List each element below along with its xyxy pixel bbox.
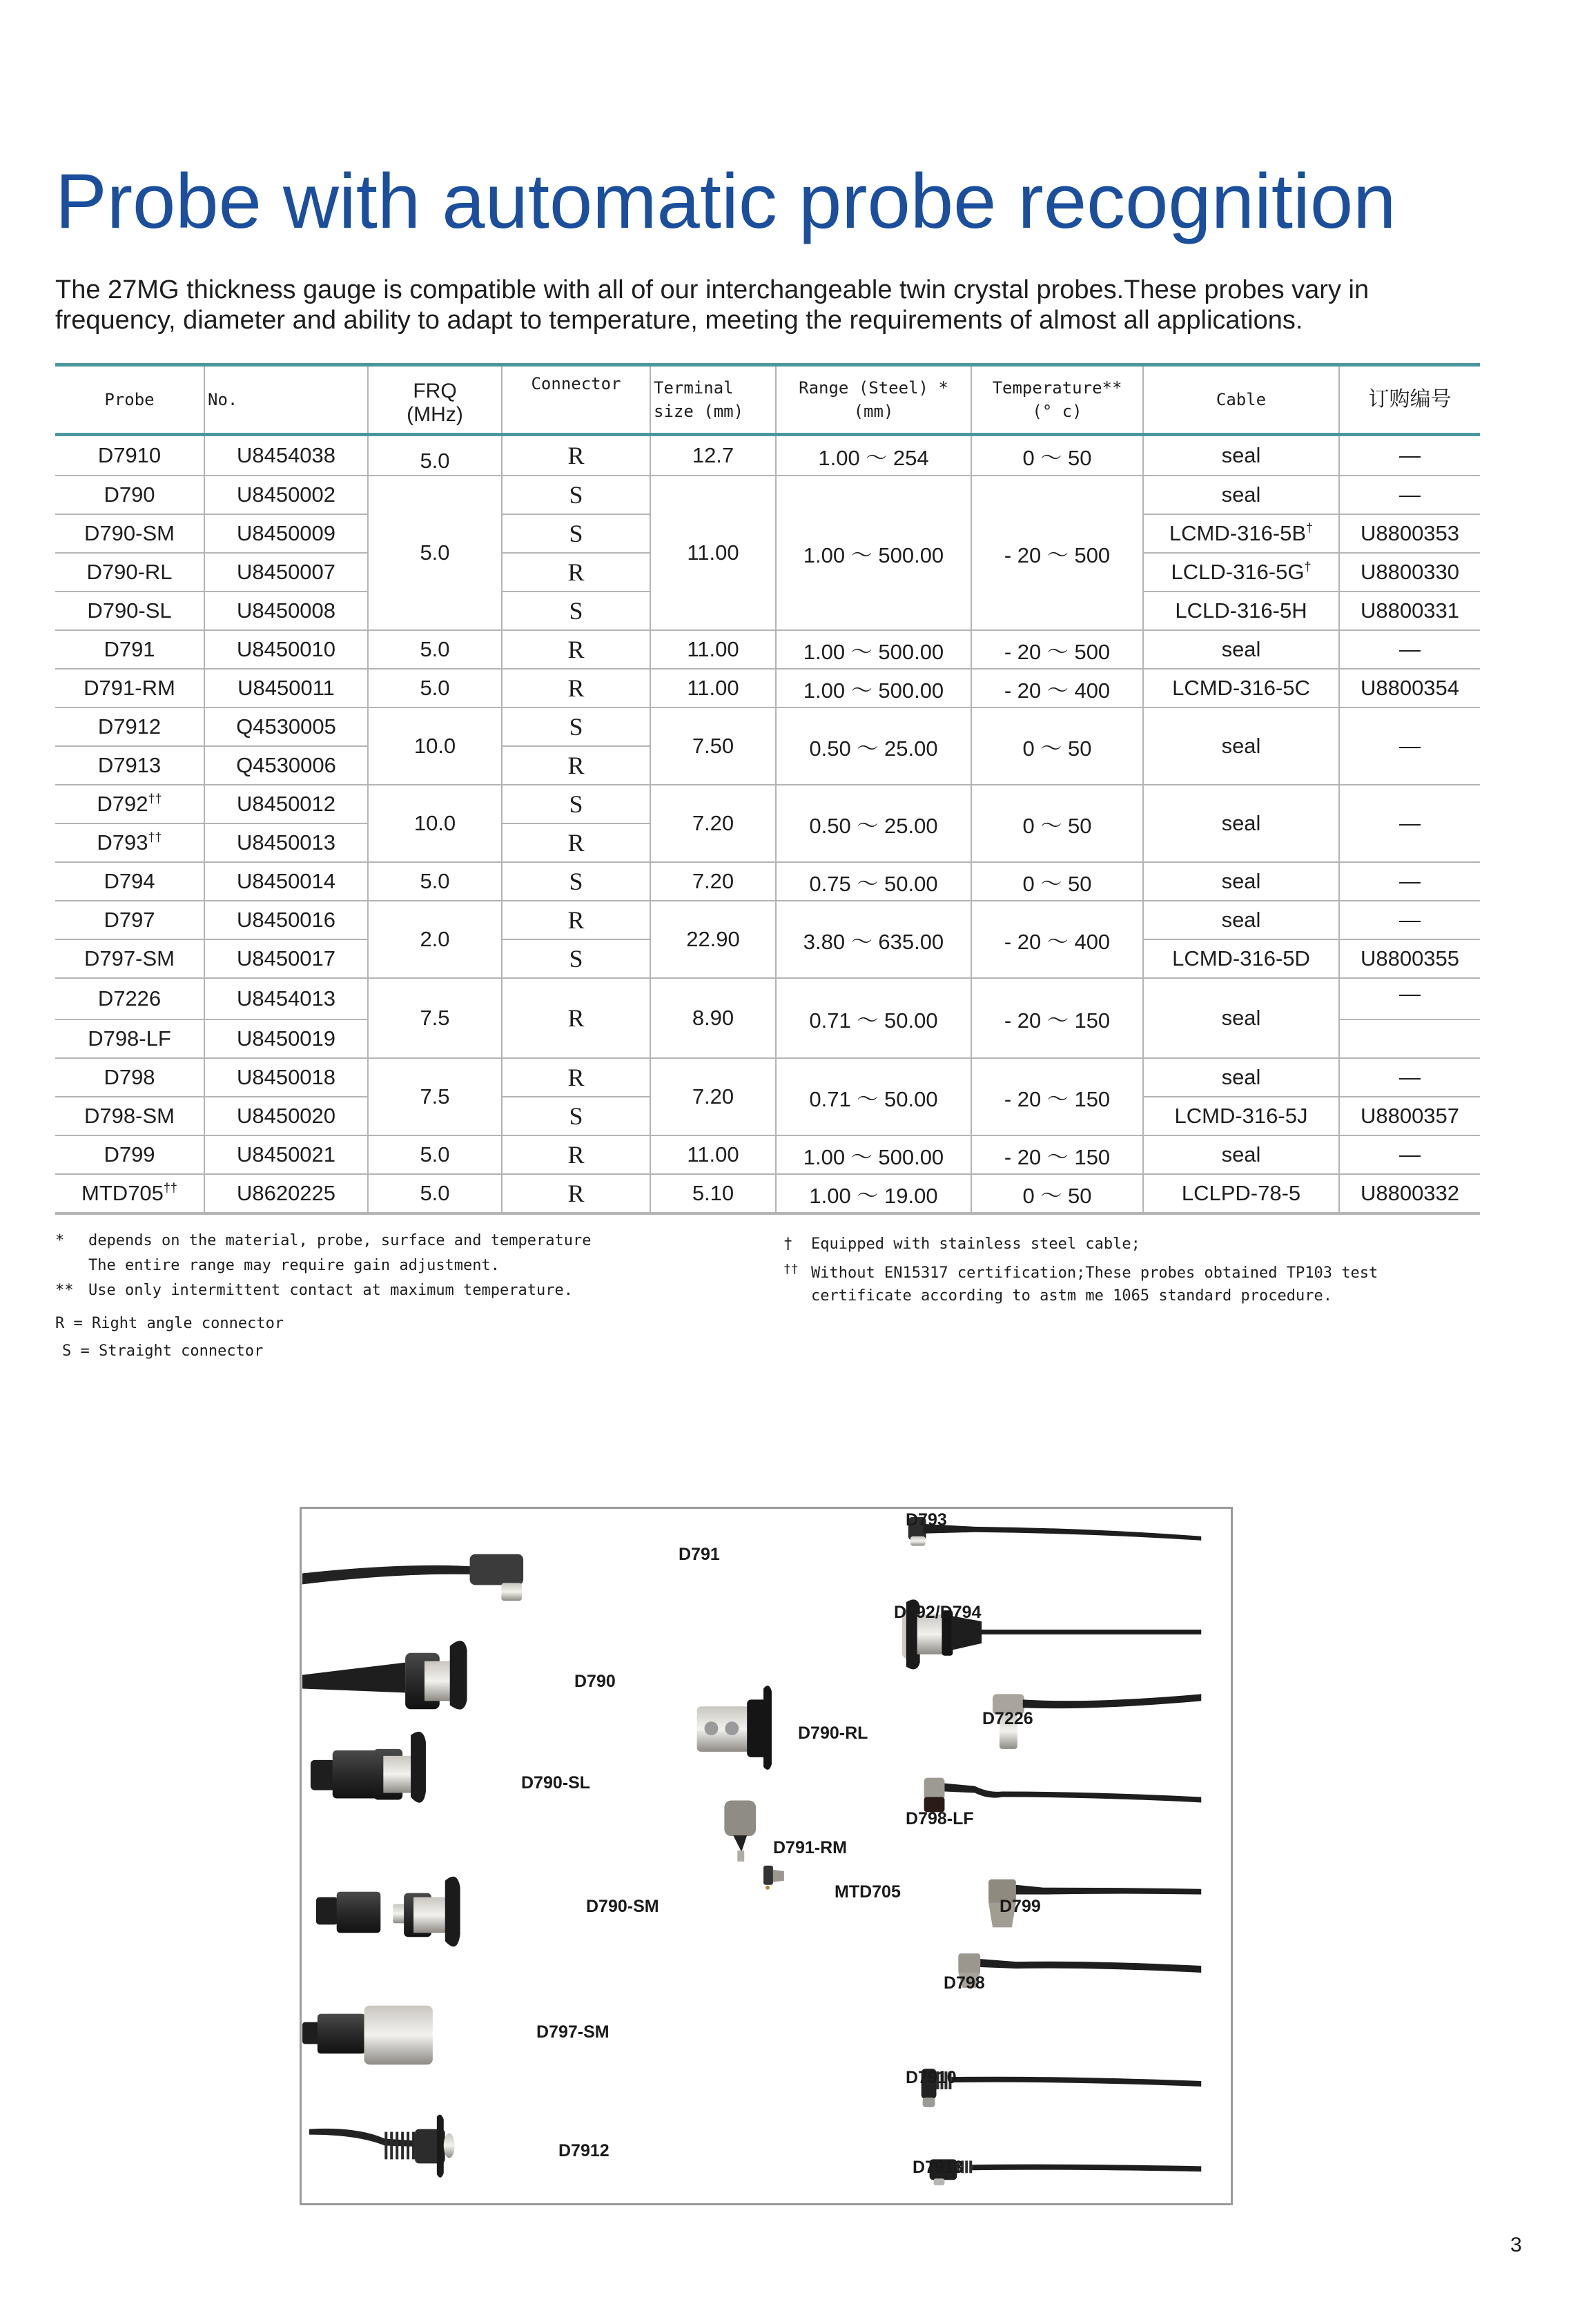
cell-cable: LCLPD-78-5 bbox=[1143, 1174, 1339, 1213]
header-temp-line1: Temperature** bbox=[992, 378, 1122, 398]
cell-temp: 0 ～ 50 bbox=[971, 1174, 1143, 1213]
cell-order: — bbox=[1339, 1058, 1480, 1097]
cell-connector: R bbox=[502, 553, 650, 592]
cell-probe: D797-SM bbox=[55, 939, 204, 978]
header-order-no: 订购编号 bbox=[1339, 365, 1480, 435]
probe-d797-sm-icon bbox=[302, 2006, 433, 2064]
cell-cable: seal bbox=[1143, 1058, 1339, 1097]
cell-probe bbox=[55, 435, 204, 476]
cell-order: U8800353 bbox=[1339, 514, 1480, 553]
cell-temp: 0 ～ 50 bbox=[971, 862, 1143, 901]
cell-cable: LCLD-316-5H bbox=[1143, 592, 1339, 630]
cell-probe: D790 bbox=[55, 476, 204, 514]
cable-value: LCLD-316-5G bbox=[1171, 560, 1305, 584]
cell-no: U8450018 bbox=[204, 1058, 368, 1097]
footnote-double-dagger-line2 bbox=[783, 1286, 1481, 1307]
cell-terminal: 11.00 bbox=[650, 630, 776, 669]
header-terminal-line1: Terminal bbox=[654, 378, 734, 398]
cell-no: U8454013 bbox=[204, 978, 368, 1019]
double-asterisk-mark: ** bbox=[55, 1282, 74, 1299]
footnotes-right bbox=[783, 1232, 1481, 1307]
probe-name: D7910 bbox=[97, 443, 162, 467]
cell-probe: D790-SM bbox=[55, 514, 204, 553]
cell-no: U8450014 bbox=[204, 862, 368, 901]
photo-label-d791: D791 bbox=[679, 1545, 720, 1564]
cell-connector: R bbox=[502, 978, 650, 1058]
probe-d790-sm-icon bbox=[316, 1877, 460, 1946]
photo-label-d798-lf: D798-LF bbox=[906, 1809, 974, 1828]
cell-connector: S bbox=[502, 476, 650, 514]
cell-temp: - 20 ～ 500 bbox=[971, 476, 1143, 630]
header-terminal bbox=[650, 365, 776, 435]
cell-range: 3.80 ～ 635.00 bbox=[776, 901, 971, 978]
cell-order: — bbox=[1339, 785, 1480, 862]
photo-label-d7226: D7226 bbox=[982, 1709, 1033, 1728]
cell-temp: - 20 ～ 400 bbox=[971, 901, 1143, 978]
footnotes-left bbox=[55, 1229, 759, 1365]
cell-no: U8620225 bbox=[204, 1174, 368, 1213]
cell-no: Q4530005 bbox=[204, 707, 368, 746]
cell-connector: S bbox=[502, 592, 650, 630]
cell-connector: R bbox=[502, 435, 650, 476]
cell-probe: D798-LF bbox=[55, 1019, 204, 1058]
probe-d7910-icon bbox=[922, 2069, 1202, 2107]
cell-terminal: 7.20 bbox=[650, 862, 776, 901]
frq-value: 5.0 bbox=[420, 449, 450, 473]
cell-terminal: 5.10 bbox=[650, 1174, 776, 1213]
cell-range: 1.00 ～ 500.00 bbox=[776, 669, 971, 707]
photo-label-d790-sl: D790-SL bbox=[521, 1773, 591, 1793]
cell-order: — bbox=[1339, 862, 1480, 901]
cell-frq: 5.0 bbox=[368, 862, 502, 901]
header-frq-line1: FRQ bbox=[413, 380, 457, 402]
cell-terminal: 11.00 bbox=[650, 476, 776, 630]
probe-d7912-icon bbox=[309, 2115, 455, 2178]
cell-terminal: 22.90 bbox=[650, 901, 776, 978]
table-row bbox=[55, 901, 1480, 939]
cell-cable: seal bbox=[1143, 707, 1339, 785]
cell-cable: seal bbox=[1143, 1135, 1339, 1174]
cell-cable bbox=[1143, 514, 1339, 553]
cell-connector: R bbox=[502, 1174, 650, 1213]
cell-connector: S bbox=[502, 939, 650, 978]
cell-no: U8450013 bbox=[204, 823, 368, 862]
cell-range: 1.00 ～ 19.00 bbox=[776, 1174, 971, 1213]
cell-probe: D798-SM bbox=[55, 1097, 204, 1135]
cell-probe bbox=[55, 1174, 204, 1213]
cell-no: U8450017 bbox=[204, 939, 368, 978]
cell-temp: 0 ～ 50 bbox=[971, 785, 1143, 862]
photo-label-d792-d794: D792/D794 bbox=[894, 1603, 982, 1622]
footnote-mark: †† bbox=[163, 1181, 177, 1195]
footnote-dagger bbox=[783, 1232, 1481, 1257]
cell-order: — bbox=[1339, 707, 1480, 785]
cell-probe: D7913 bbox=[55, 746, 204, 785]
cell-order: U8800354 bbox=[1339, 669, 1480, 707]
cell-temp: - 20 ～ 500 bbox=[971, 630, 1143, 669]
cell-cable: seal bbox=[1143, 476, 1339, 514]
photo-label-d7912: D7912 bbox=[558, 2141, 610, 2160]
footnote-text: certificate according to astm me 1065 standard procedure. bbox=[811, 1287, 1332, 1305]
table-row bbox=[55, 978, 1480, 1019]
cell-no: U8450009 bbox=[204, 514, 368, 553]
cell-order: U8800332 bbox=[1339, 1174, 1480, 1213]
cell-frq: 2.0 bbox=[368, 901, 502, 978]
probe-d790-sl-icon bbox=[311, 1732, 426, 1803]
dagger-mark: † bbox=[783, 1236, 793, 1253]
table-row bbox=[55, 707, 1480, 746]
header-frq-line2: (MHz) bbox=[407, 403, 463, 426]
cell-order: U8800355 bbox=[1339, 939, 1480, 978]
cell-connector: S bbox=[502, 862, 650, 901]
cable-value: LCMD-316-5B bbox=[1169, 521, 1307, 545]
cell-frq: 5.0 bbox=[368, 1174, 502, 1213]
photo-label-d790-sm: D790-SM bbox=[586, 1897, 659, 1916]
cell-cable: seal bbox=[1143, 435, 1339, 476]
footnote-double-dagger bbox=[783, 1261, 1481, 1286]
cell-range: 1.00 ～ 500.00 bbox=[776, 1135, 971, 1174]
legend-r: R = Right angle connector bbox=[55, 1315, 284, 1332]
cell-connector: R bbox=[502, 823, 650, 862]
header-temperature bbox=[971, 365, 1143, 435]
table-row bbox=[55, 476, 1480, 514]
cell-order: — bbox=[1339, 978, 1480, 1019]
probe-d798-lf-icon bbox=[924, 1778, 1202, 1813]
cell-temp: 0 ～ 50 bbox=[971, 435, 1143, 476]
cell-connector: R bbox=[502, 1135, 650, 1174]
cell-terminal: 8.90 bbox=[650, 978, 776, 1058]
table-header-row bbox=[55, 365, 1480, 435]
header-range-line1: Range (Steel) * bbox=[799, 378, 948, 398]
photo-label-d790-rl: D790-RL bbox=[798, 1724, 868, 1743]
cell-connector: S bbox=[502, 707, 650, 746]
cell-temp: - 20 ～ 150 bbox=[971, 978, 1143, 1058]
cell-cable: LCMD-316-5D bbox=[1143, 939, 1339, 978]
probe-d790-icon bbox=[302, 1641, 467, 1710]
probe-spec-table bbox=[55, 363, 1480, 1215]
cell-frq: 5.0 bbox=[368, 630, 502, 669]
cell-range: 0.71 ～ 50.00 bbox=[776, 978, 971, 1058]
cell-connector: S bbox=[502, 1097, 650, 1135]
footnote-range bbox=[55, 1229, 759, 1253]
probe-d790-rl-icon bbox=[697, 1686, 772, 1770]
cell-probe: D799 bbox=[55, 1135, 204, 1174]
photo-label-d798: D798 bbox=[944, 1973, 985, 1993]
photo-label-d790: D790 bbox=[574, 1672, 616, 1691]
cell-no: U8450020 bbox=[204, 1097, 368, 1135]
cell-connector: R bbox=[502, 901, 650, 939]
cell-order: — bbox=[1339, 630, 1480, 669]
photo-label-d793: D793 bbox=[906, 1510, 947, 1530]
cell-probe: D790-RL bbox=[55, 553, 204, 592]
cell-no: U8450008 bbox=[204, 592, 368, 630]
table-row bbox=[55, 1135, 1480, 1174]
cell-terminal: 7.50 bbox=[650, 707, 776, 785]
cell-probe: D797 bbox=[55, 901, 204, 939]
footnote-text: Without EN15317 certification;These probes obtained TP103 test bbox=[811, 1264, 1378, 1282]
header-range bbox=[776, 365, 971, 435]
header-range-line2: (mm) bbox=[853, 402, 894, 421]
footnote-text: Use only intermittent contact at maximum temperature. bbox=[88, 1282, 573, 1299]
probe-mtd705-icon bbox=[763, 1866, 784, 1890]
cell-cable: LCMD-316-5J bbox=[1143, 1097, 1339, 1135]
cell-probe bbox=[55, 823, 204, 862]
cell-probe: D791 bbox=[55, 630, 204, 669]
header-terminal-line2: size (mm) bbox=[654, 402, 744, 421]
table-row bbox=[55, 1058, 1480, 1097]
footnote-range-line2 bbox=[55, 1253, 759, 1278]
cell-cable: seal bbox=[1143, 630, 1339, 669]
probe-d791-icon bbox=[302, 1554, 523, 1601]
header-cable: Cable bbox=[1143, 365, 1339, 435]
cell-connector: R bbox=[502, 1058, 650, 1097]
footnote-text: depends on the material, probe, surface and temperature bbox=[88, 1232, 592, 1249]
cell-no: U8450007 bbox=[204, 553, 368, 592]
photo-label-mtd705: MTD705 bbox=[835, 1882, 901, 1902]
probe-name: D792 bbox=[97, 792, 148, 816]
table-row bbox=[55, 862, 1480, 901]
cell-connector: S bbox=[502, 785, 650, 823]
cell-terminal: 7.20 bbox=[650, 1058, 776, 1135]
table-row bbox=[55, 1174, 1480, 1213]
header-no: No. bbox=[204, 365, 368, 435]
cell-order: U8800357 bbox=[1339, 1097, 1480, 1135]
cell-connector: R bbox=[502, 630, 650, 669]
photo-label-d791-rm: D791-RM bbox=[773, 1838, 847, 1857]
cell-frq: 5.0 bbox=[368, 669, 502, 707]
cell-range: 0.75 ～ 50.00 bbox=[776, 862, 971, 901]
cell-order: U8800330 bbox=[1339, 553, 1480, 592]
legend-s: S = Straight connector bbox=[62, 1342, 264, 1360]
cell-frq: 5.0 bbox=[368, 476, 502, 630]
cell-probe: D7912 bbox=[55, 707, 204, 746]
footnote-mark: †† bbox=[148, 792, 162, 805]
photo-label-d7913: D7913 bbox=[913, 2158, 964, 2177]
footnote-text: The entire range may require gain adjustment. bbox=[88, 1257, 500, 1274]
photo-label-d7910: D7910 bbox=[906, 2068, 957, 2087]
footnote-text: Equipped with stainless steel cable; bbox=[811, 1236, 1140, 1253]
cell-range: 0.50 ～ 25.00 bbox=[776, 707, 971, 785]
cell-range: 0.71 ～ 50.00 bbox=[776, 1058, 971, 1135]
photo-label-d799: D799 bbox=[1000, 1897, 1041, 1916]
table-row bbox=[55, 785, 1480, 823]
cell-no: U8450011 bbox=[204, 669, 368, 707]
cell-temp: - 20 ～ 150 bbox=[971, 1058, 1143, 1135]
page-number: 3 bbox=[1510, 2234, 1522, 2256]
probe-d7913-icon bbox=[930, 2159, 1202, 2185]
cell-no: U8450016 bbox=[204, 901, 368, 939]
cell-frq: 7.5 bbox=[368, 1058, 502, 1135]
header-probe: Probe bbox=[55, 365, 204, 435]
probe-illustrations bbox=[302, 1509, 1231, 2203]
cell-cable: seal bbox=[1143, 785, 1339, 862]
cell-cable: seal bbox=[1143, 901, 1339, 939]
cell-no: U8450019 bbox=[204, 1019, 368, 1058]
probe-d798-icon bbox=[958, 1953, 1201, 1988]
probe-d791-rm-icon bbox=[724, 1800, 756, 1861]
footnote-mark: † bbox=[1304, 560, 1312, 574]
cell-no: Q4530006 bbox=[204, 746, 368, 785]
cell-cable: LCMD-316-5C bbox=[1143, 669, 1339, 707]
cell-cable bbox=[1143, 553, 1339, 592]
cell-range: 1.00 ～ 254 bbox=[776, 435, 971, 476]
probe-d793-icon bbox=[908, 1517, 1201, 1546]
cell-no: U8450002 bbox=[204, 476, 368, 514]
cell-frq: 10.0 bbox=[368, 785, 502, 862]
probe-name: D793 bbox=[97, 830, 148, 855]
header-temp-line2: (° c) bbox=[1032, 402, 1082, 421]
cell-no: U8450012 bbox=[204, 785, 368, 823]
probe-name: MTD705 bbox=[81, 1181, 164, 1205]
cell-frq bbox=[368, 435, 502, 476]
cell-no: U8450021 bbox=[204, 1135, 368, 1174]
asterisk-mark: * bbox=[55, 1232, 65, 1249]
cell-terminal: 7.20 bbox=[650, 785, 776, 862]
footnote-mark: †† bbox=[148, 830, 162, 844]
cell-order: — bbox=[1339, 1135, 1480, 1174]
intro-paragraph: The 27MG thickness gauge is compatible with all of our interchangeable twin crystal probes.These probes vary in frequency, diameter and ability to adapt to temperature, meeting the requirements of almost all applications. bbox=[55, 275, 1369, 335]
cell-no: U8450010 bbox=[204, 630, 368, 669]
cell-probe: D794 bbox=[55, 862, 204, 901]
cell-terminal: 12.7 bbox=[650, 435, 776, 476]
cell-probe: D790-SL bbox=[55, 592, 204, 630]
cell-no: U8454038 bbox=[204, 435, 368, 476]
cell-connector: S bbox=[502, 514, 650, 553]
cell-terminal: 11.00 bbox=[650, 1135, 776, 1174]
photo-label-d797-sm: D797-SM bbox=[536, 2022, 610, 2042]
header-connector: Connector bbox=[502, 365, 650, 435]
double-dagger-mark: †† bbox=[783, 1262, 799, 1276]
cell-cable: seal bbox=[1143, 862, 1339, 901]
cell-frq: 5.0 bbox=[368, 1135, 502, 1174]
cell-frq: 10.0 bbox=[368, 707, 502, 785]
cell-order bbox=[1339, 1019, 1480, 1058]
table-row bbox=[55, 435, 1480, 476]
cell-cable: seal bbox=[1143, 978, 1339, 1058]
cell-terminal: 11.00 bbox=[650, 669, 776, 707]
cell-connector: R bbox=[502, 669, 650, 707]
cell-connector: R bbox=[502, 746, 650, 785]
cell-order: — bbox=[1339, 435, 1480, 476]
cell-range: 0.50 ～ 25.00 bbox=[776, 785, 971, 862]
cell-order: U8800331 bbox=[1339, 592, 1480, 630]
probe-photo-panel bbox=[300, 1507, 1233, 2205]
cell-probe bbox=[55, 785, 204, 823]
footnote-temp bbox=[55, 1278, 759, 1303]
cell-probe: D791-RM bbox=[55, 669, 204, 707]
table-row bbox=[55, 669, 1480, 707]
footnote-mark: † bbox=[1306, 521, 1314, 535]
cell-temp: - 20 ～ 150 bbox=[971, 1135, 1143, 1174]
page-title: Probe with automatic probe recognition bbox=[55, 158, 1396, 244]
cell-range: 1.00 ～ 500.00 bbox=[776, 630, 971, 669]
table-row bbox=[55, 630, 1480, 669]
cell-order: — bbox=[1339, 901, 1480, 939]
cell-order: — bbox=[1339, 476, 1480, 514]
cell-probe: D7226 bbox=[55, 978, 204, 1019]
cell-range: 1.00 ～ 500.00 bbox=[776, 476, 971, 630]
cell-temp: 0 ～ 50 bbox=[971, 707, 1143, 785]
cell-temp: - 20 ～ 400 bbox=[971, 669, 1143, 707]
cell-frq: 7.5 bbox=[368, 978, 502, 1058]
header-frq bbox=[368, 365, 502, 435]
cell-probe: D798 bbox=[55, 1058, 204, 1097]
